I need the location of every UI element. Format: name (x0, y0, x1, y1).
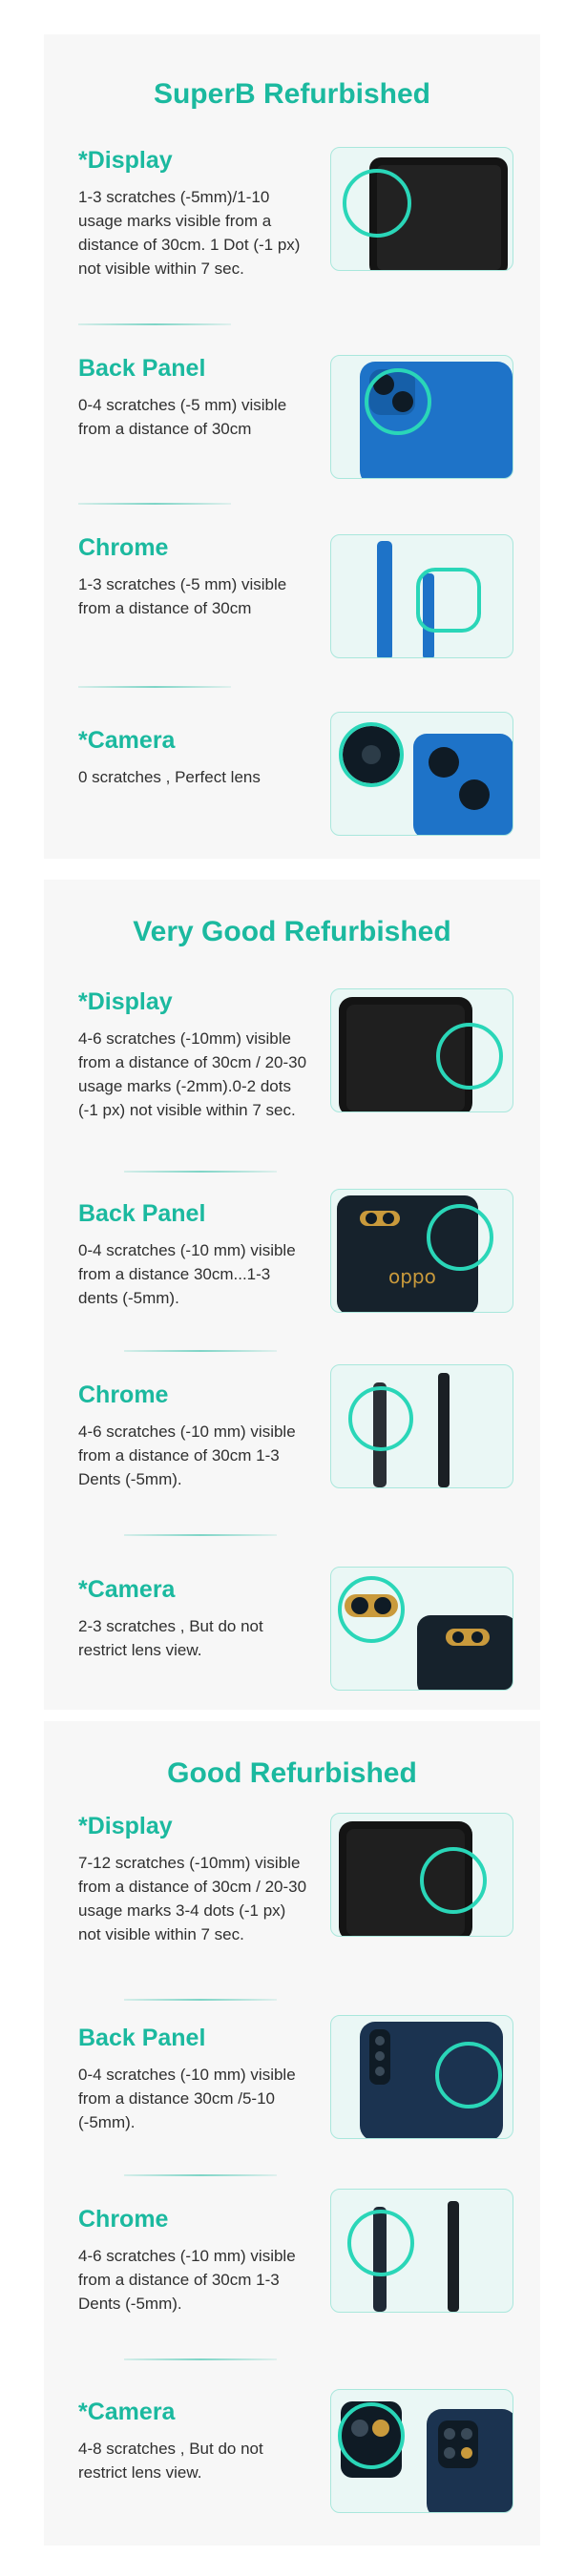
spec-title: *Camera (78, 727, 176, 754)
spec-row-back-panel (78, 355, 513, 479)
spec-description: 4-6 scratches (-10 mm) visible from a distance of 30cm 1-3 Dents (-5mm). (78, 2247, 296, 2313)
spec-description: 4-6 scratches (-10mm) visible from a distance of 30cm / 20-30 usage marks (-2mm).0-2 dots (-1 px) not visible within 7 sec. (78, 1029, 307, 1119)
phone-display-image (330, 988, 513, 1112)
spec-title: *Display (78, 147, 173, 174)
phone-camera-image (330, 712, 513, 836)
phone-display-image (330, 147, 513, 271)
spec-title: Back Panel (78, 1200, 206, 1227)
row-divider (124, 2358, 277, 2360)
spec-title: Chrome (78, 2206, 169, 2233)
phone-chrome-image (330, 1364, 513, 1488)
row-divider (78, 686, 231, 688)
spec-row-back-panel (78, 2025, 513, 2149)
spec-description: 1-3 scratches (-5mm)/1-10 usage marks visible from a distance of 30cm. 1 Dot (-1 px) not visible within 7 sec. (78, 188, 301, 278)
spec-description: 4-8 scratches , But do not restrict lens view. (78, 2440, 263, 2482)
spec-description: 2-3 scratches , But do not restrict lens view. (78, 1617, 263, 1659)
phone-back-panel-image (330, 1189, 513, 1313)
row-divider (78, 323, 231, 325)
spec-row-chrome (78, 1381, 513, 1525)
spec-row-display (78, 147, 513, 280)
row-divider (124, 1171, 277, 1173)
spec-title: Chrome (78, 534, 169, 561)
spec-title: *Camera (78, 2399, 176, 2425)
grade-title: SuperB Refurbished (153, 78, 431, 110)
spec-title: *Camera (78, 1576, 176, 1603)
spec-description: 0-4 scratches (-5 mm) visible from a distance of 30cm (78, 396, 287, 438)
spec-description: 0 scratches , Perfect lens (78, 768, 261, 786)
row-divider (78, 503, 231, 505)
row-divider (124, 2174, 277, 2176)
spec-description: 0-4 scratches (-10 mm) visible from a distance 30cm /5-10 (-5mm). (78, 2066, 296, 2131)
grade-title: Very Good Refurbished (133, 916, 451, 947)
spec-row-camera (78, 2399, 513, 2513)
row-divider (124, 1999, 277, 2001)
spec-description: 1-3 scratches (-5 mm) visible from a distance of 30cm (78, 575, 287, 617)
grade-card-good (44, 1721, 540, 2545)
phone-chrome-image (330, 2189, 513, 2313)
grade-title: Good Refurbished (167, 1757, 417, 1789)
phone-display-image (330, 1813, 513, 1937)
spec-row-chrome (78, 2206, 513, 2349)
svg-text:oppo: oppo (388, 1265, 436, 1288)
phone-back-panel-image (330, 2015, 513, 2139)
spec-row-display (78, 1813, 513, 1975)
spec-row-chrome (78, 534, 513, 658)
spec-title: Back Panel (78, 355, 206, 382)
spec-row-camera (78, 1576, 513, 1691)
spec-description: 4-6 scratches (-10 mm) visible from a distance of 30cm 1-3 Dents (-5mm). (78, 1423, 296, 1488)
spec-title: *Display (78, 1813, 173, 1839)
spec-description: 0-4 scratches (-10 mm) visible from a distance 30cm...1-3 dents (-5mm). (78, 1241, 296, 1307)
grade-card-superb (44, 34, 540, 859)
spec-title: Chrome (78, 1381, 169, 1408)
spec-row-back-panel (78, 1200, 513, 1324)
phone-camera-image (330, 2389, 513, 2513)
spec-row-display (78, 988, 513, 1141)
row-divider (124, 1350, 277, 1352)
phone-camera-image (330, 1567, 513, 1691)
grade-card-very-good (44, 880, 540, 1710)
row-divider (124, 1534, 277, 1536)
phone-chrome-image (330, 534, 513, 658)
spec-title: *Display (78, 988, 173, 1015)
phone-back-panel-image (330, 355, 513, 479)
spec-row-camera (78, 727, 513, 851)
spec-title: Back Panel (78, 2025, 206, 2051)
spec-description: 7-12 scratches (-10mm) visible from a distance of 30cm / 20-30 usage marks 3-4 dots (-1 px) not visible within 7 sec. (78, 1854, 307, 1943)
